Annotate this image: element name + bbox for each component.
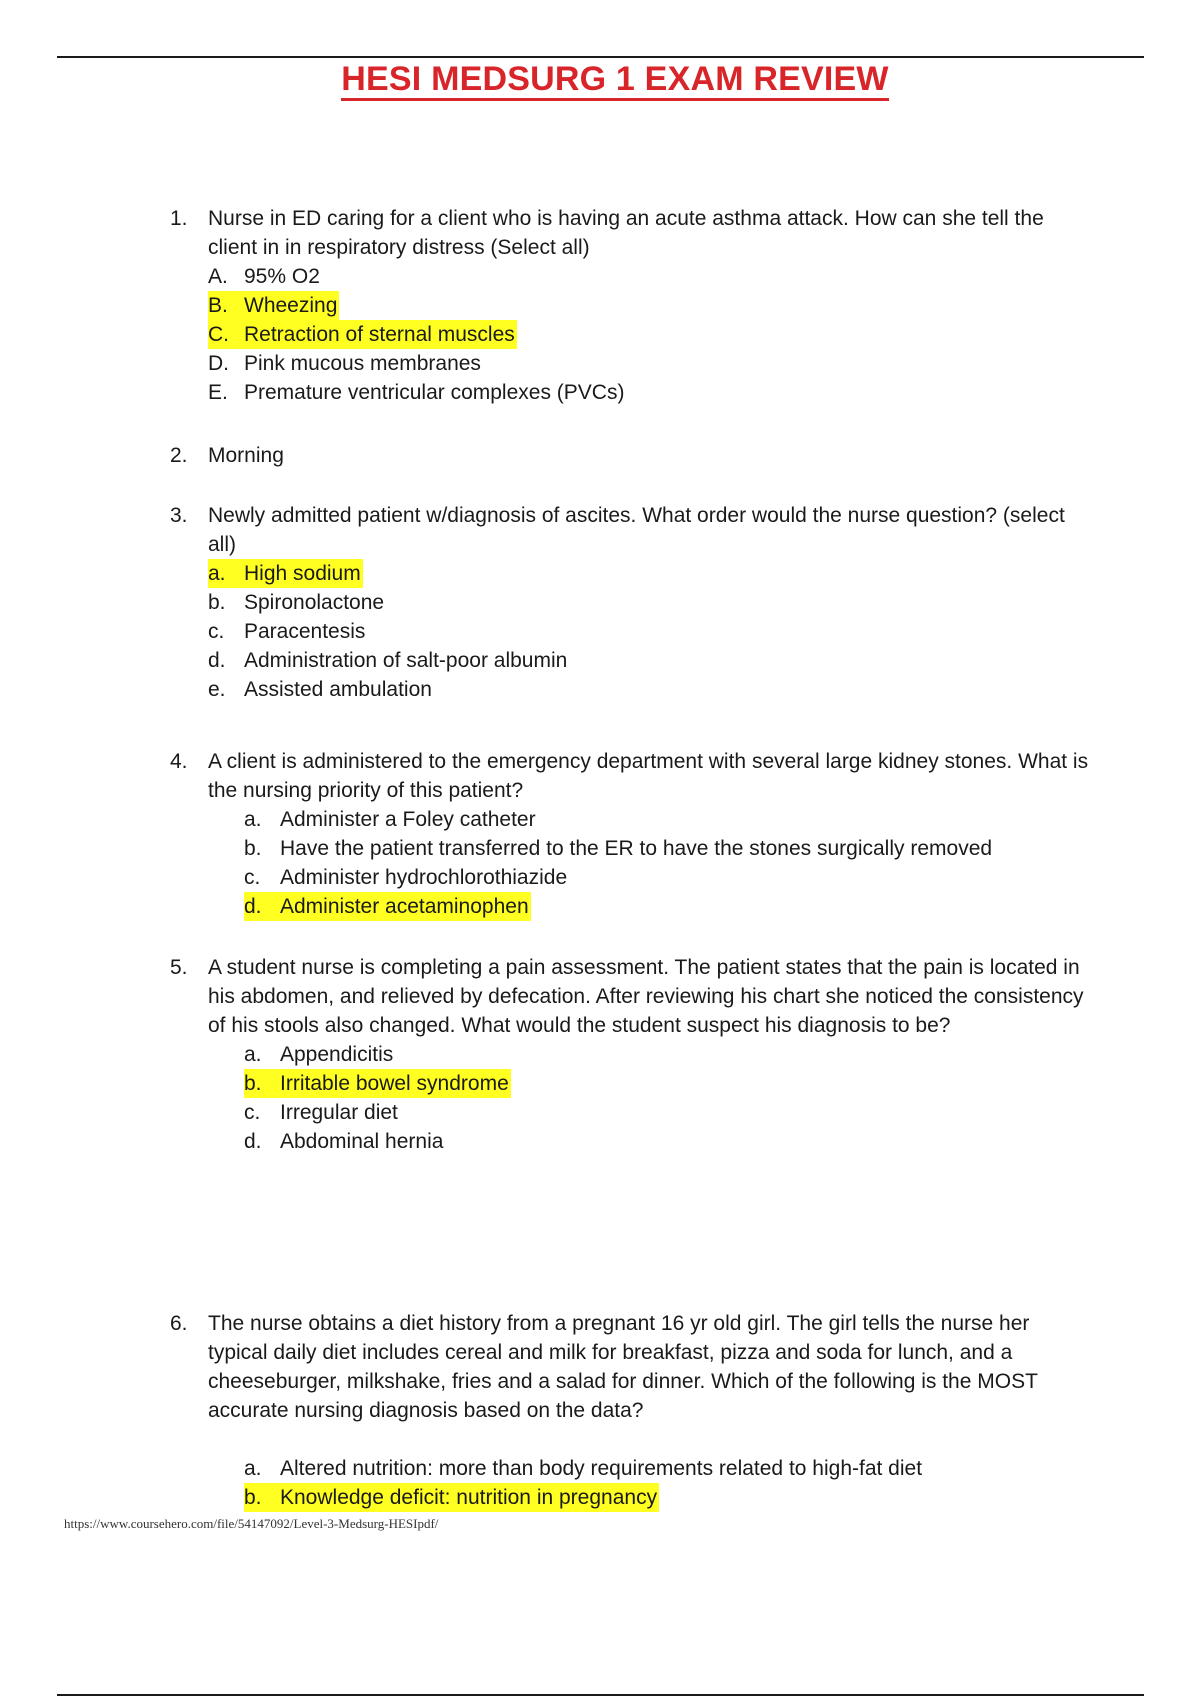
option-item: [208, 559, 1090, 588]
option-item: [244, 863, 1090, 892]
question-2: [170, 441, 1090, 470]
option-item: [208, 262, 1090, 291]
answer-option: d. Administration of salt-poor albumin: [208, 649, 568, 672]
option-list: [208, 262, 1090, 407]
option-item: [244, 1040, 1090, 1069]
option-item: [244, 1098, 1090, 1127]
top-rule: [57, 56, 1144, 58]
option-item: [208, 646, 1090, 675]
question-5: [170, 953, 1090, 1156]
option-item: [208, 291, 1090, 320]
answer-option: A. 95% O2: [208, 265, 320, 288]
option-item: [208, 675, 1090, 704]
option-item: [244, 892, 1090, 921]
source-url: https://www.coursehero.com/file/54147092/Level-3-Medsurg-HESIpdf/: [64, 1516, 439, 1531]
option-item: [208, 320, 1090, 349]
option-item: [244, 1069, 1090, 1098]
answer-option-highlighted: C. Retraction of sternal muscles: [208, 320, 517, 349]
question-1: [170, 204, 1090, 407]
question-number: 5.: [170, 956, 188, 979]
answer-option: E. Premature ventricular complexes (PVCs): [208, 381, 625, 404]
answer-option: a. Appendicitis: [244, 1043, 394, 1066]
question-text: Morning: [208, 444, 284, 467]
question-4: [170, 747, 1090, 921]
option-item: [244, 1454, 1090, 1483]
option-list: [244, 1454, 1090, 1512]
question-text: Newly admitted patient w/diagnosis of ascites. What order would the nurse question? (select all): [208, 504, 1065, 556]
question-6: [170, 1309, 1090, 1512]
answer-option-highlighted: d. Administer acetaminophen: [244, 892, 531, 921]
answer-option: c. Paracentesis: [208, 620, 366, 643]
option-item: [208, 588, 1090, 617]
answer-option: c. Administer hydrochlorothiazide: [244, 866, 568, 889]
answer-option-highlighted: a. High sodium: [208, 559, 363, 588]
question-text: The nurse obtains a diet history from a pregnant 16 yr old girl. The girl tells the nurse her typical daily diet includes cereal and milk for breakfast, pizza and soda for lunch, and a cheeseburger, milkshake, fries and a salad for dinner. Which of the following is the MOST accurate nursing diagnosis based on the data?: [208, 1312, 1038, 1422]
question-text: A student nurse is completing a pain assessment. The patient states that the pain is located in his abdomen, and relieved by defecation. After reviewing his chart she noticed the consistency of his stools also changed. What would the student suspect his diagnosis to be?: [208, 956, 1084, 1037]
option-item: [244, 834, 1090, 863]
question-number: 3.: [170, 504, 188, 527]
option-list: [244, 1040, 1090, 1156]
question-number: 6.: [170, 1312, 188, 1335]
answer-option: d. Abdominal hernia: [244, 1130, 444, 1153]
question-text: A client is administered to the emergency department with several large kidney stones. What is the nursing priority of this patient?: [208, 750, 1089, 802]
answer-option: c. Irregular diet: [244, 1101, 398, 1124]
question-number: 4.: [170, 750, 188, 773]
answer-option: a. Administer a Foley catheter: [244, 808, 536, 831]
bottom-rule: [57, 1694, 1144, 1696]
answer-option: b. Have the patient transferred to the ER to have the stones surgically removed: [244, 837, 993, 860]
question-number: 2.: [170, 444, 188, 467]
option-item: [244, 1483, 1090, 1512]
answer-option-highlighted: b. Irritable bowel syndrome: [244, 1069, 511, 1098]
question-3: [170, 501, 1090, 704]
option-item: [208, 617, 1090, 646]
option-item: [208, 378, 1090, 407]
option-list: [208, 559, 1090, 704]
answer-option-highlighted: B. Wheezing: [208, 291, 339, 320]
answer-option: a. Altered nutrition: more than body requirements related to high-fat diet: [244, 1457, 923, 1480]
option-item: [244, 1127, 1090, 1156]
answer-option: b. Spironolactone: [208, 591, 385, 614]
answer-option-highlighted: b. Knowledge deficit: nutrition in pregnancy: [244, 1483, 659, 1512]
answer-option: e. Assisted ambulation: [208, 678, 432, 701]
page-title: HESI MEDSURG 1 EXAM REVIEW: [0, 60, 1200, 99]
option-item: [244, 805, 1090, 834]
answer-option: D. Pink mucous membranes: [208, 352, 481, 375]
question-number: 1.: [170, 207, 188, 230]
option-list: [244, 805, 1090, 921]
option-item: [208, 349, 1090, 378]
question-text: Nurse in ED caring for a client who is having an acute asthma attack. How can she tell the client in in respiratory distress (Select all): [208, 207, 1044, 259]
